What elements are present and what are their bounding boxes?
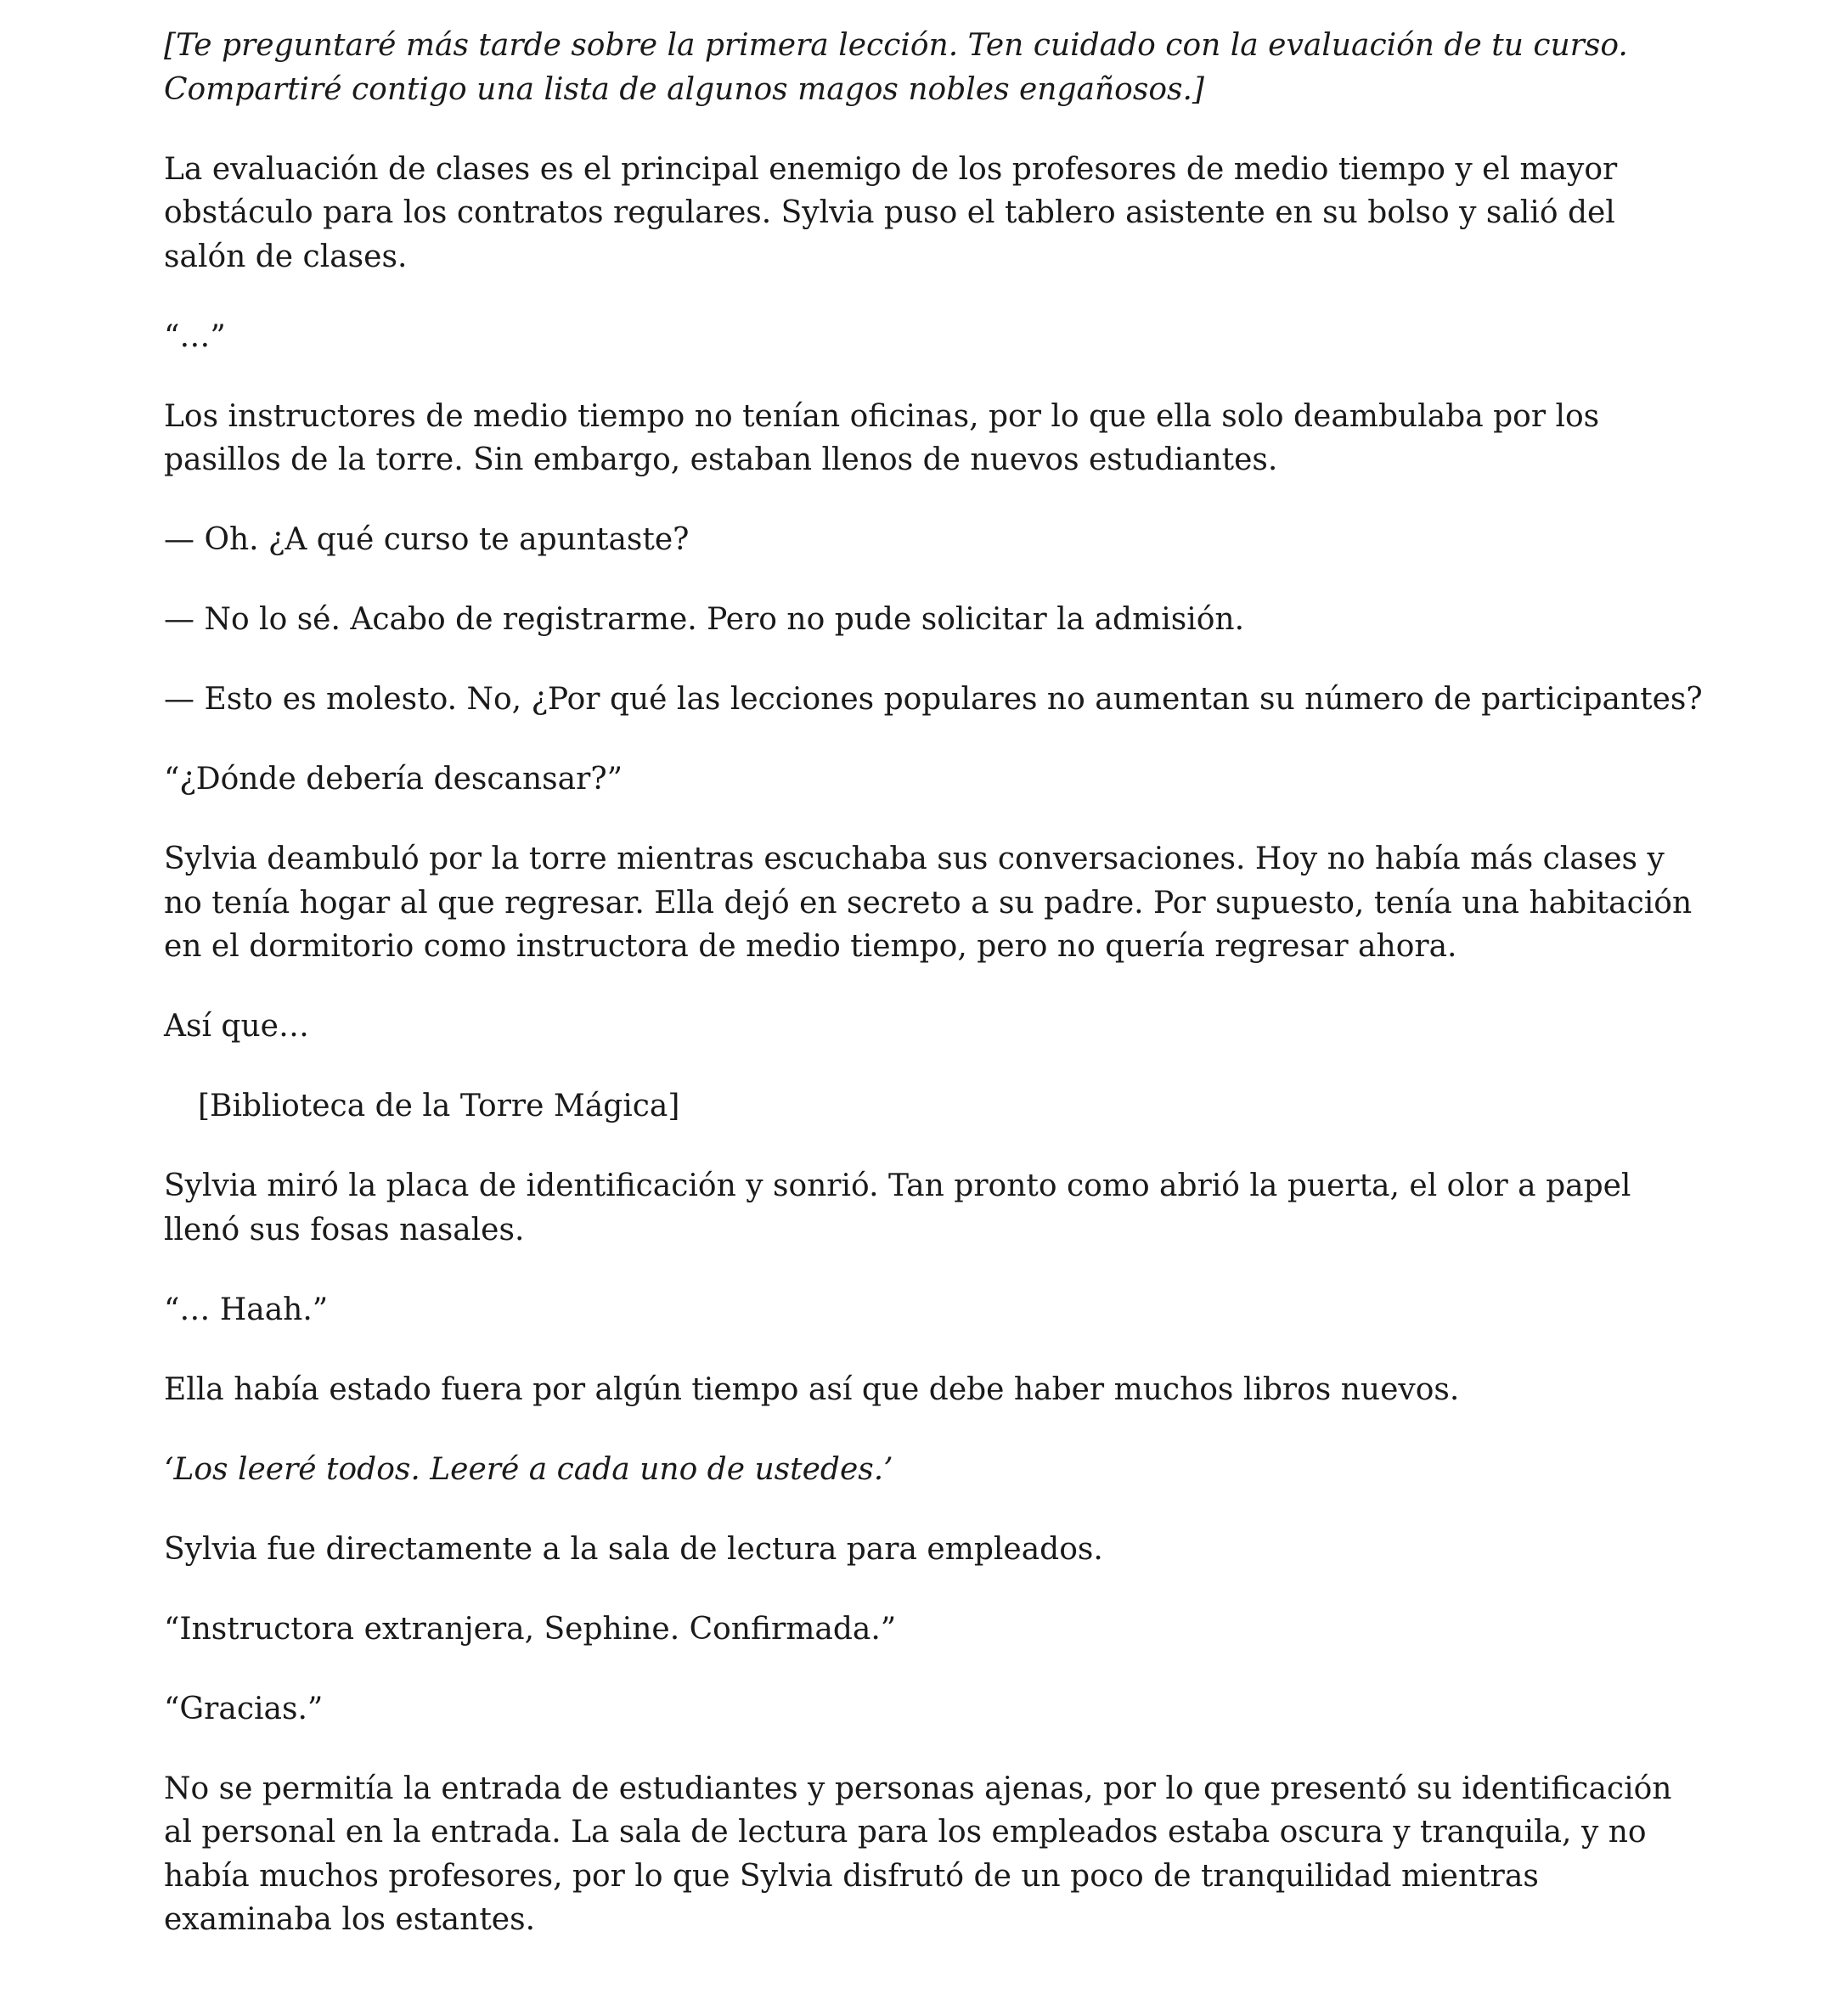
dialogue-line: “Instructora extranjera, Sephine. Confirmada.”	[164, 1611, 897, 1647]
dialogue-line: “… Haah.”	[164, 1292, 329, 1327]
sign-text: [Biblioteca de la Torre Mágica]	[198, 1089, 680, 1123]
paragraph: Los instructores de medio tiempo no tenían oficinas, por lo que ella solo deambulaba por los pasillos de la torre. Sin embargo, estaban llenos de nuevos estudiantes.	[164, 398, 1600, 477]
document-page	[164, 24, 1703, 1978]
paragraph: No se permitía la entrada de estudiantes y personas ajenas, por lo que presentó su identificación al personal en la entrada. La sala de lectura para los empleados estaba oscura y tranquila, y no había muchos profesores, por lo que Sylvia disfrutó de un poco de tranquilidad mientras examinaba los estantes.	[164, 1771, 1672, 1937]
paragraph: La evaluación de clases es el principal enemigo de los profesores de medio tiempo y el mayor obstáculo para los contratos regulares. Sylvia puso el tablero asistente en su bolso y salió del salón de clases.	[164, 151, 1618, 274]
dialogue-line: — Oh. ¿A qué curso te apuntaste?	[164, 522, 690, 557]
thought-line: ‘Los leeré todos. Leeré a cada uno de ustedes.’	[164, 1451, 893, 1487]
paragraph: Ella había estado fuera por algún tiempo así que debe haber muchos libros nuevos.	[164, 1371, 1460, 1407]
paragraph-italic-note: [Te preguntaré más tarde sobre la primera lección. Ten cuidado con la evaluación de tu curso. Compartiré contigo una lista de algunos magos nobles engañosos.]	[164, 28, 1628, 107]
paragraph: Sylvia deambuló por la torre mientras escuchaba sus conversaciones. Hoy no había más clases y no tenía hogar al que regresar. Ella dejó en secreto a su padre. Por supuesto, tenía una habitación en el dormitorio como instructora de medio tiempo, pero no quería regresar ahora.	[164, 842, 1693, 964]
dialogue-line: — Esto es molesto. No, ¿Por qué las lecciones populares no aumentan su número de participantes?	[164, 682, 1703, 717]
paragraph: Sylvia miró la placa de identificación y sonrió. Tan pronto como abrió la puerta, el olor a papel llenó sus fosas nasales.	[164, 1168, 1631, 1247]
dialogue-line: “…”	[164, 318, 226, 354]
paragraph: Así que…	[164, 1009, 309, 1044]
dialogue-line: “¿Dónde debería descansar?”	[164, 762, 623, 797]
dialogue-line: “Gracias.”	[164, 1691, 324, 1726]
dialogue-line: — No lo sé. Acabo de registrarme. Pero no pude solicitar la admisión.	[164, 602, 1245, 637]
paragraph: Sylvia fue directamente a la sala de lectura para empleados.	[164, 1531, 1103, 1567]
